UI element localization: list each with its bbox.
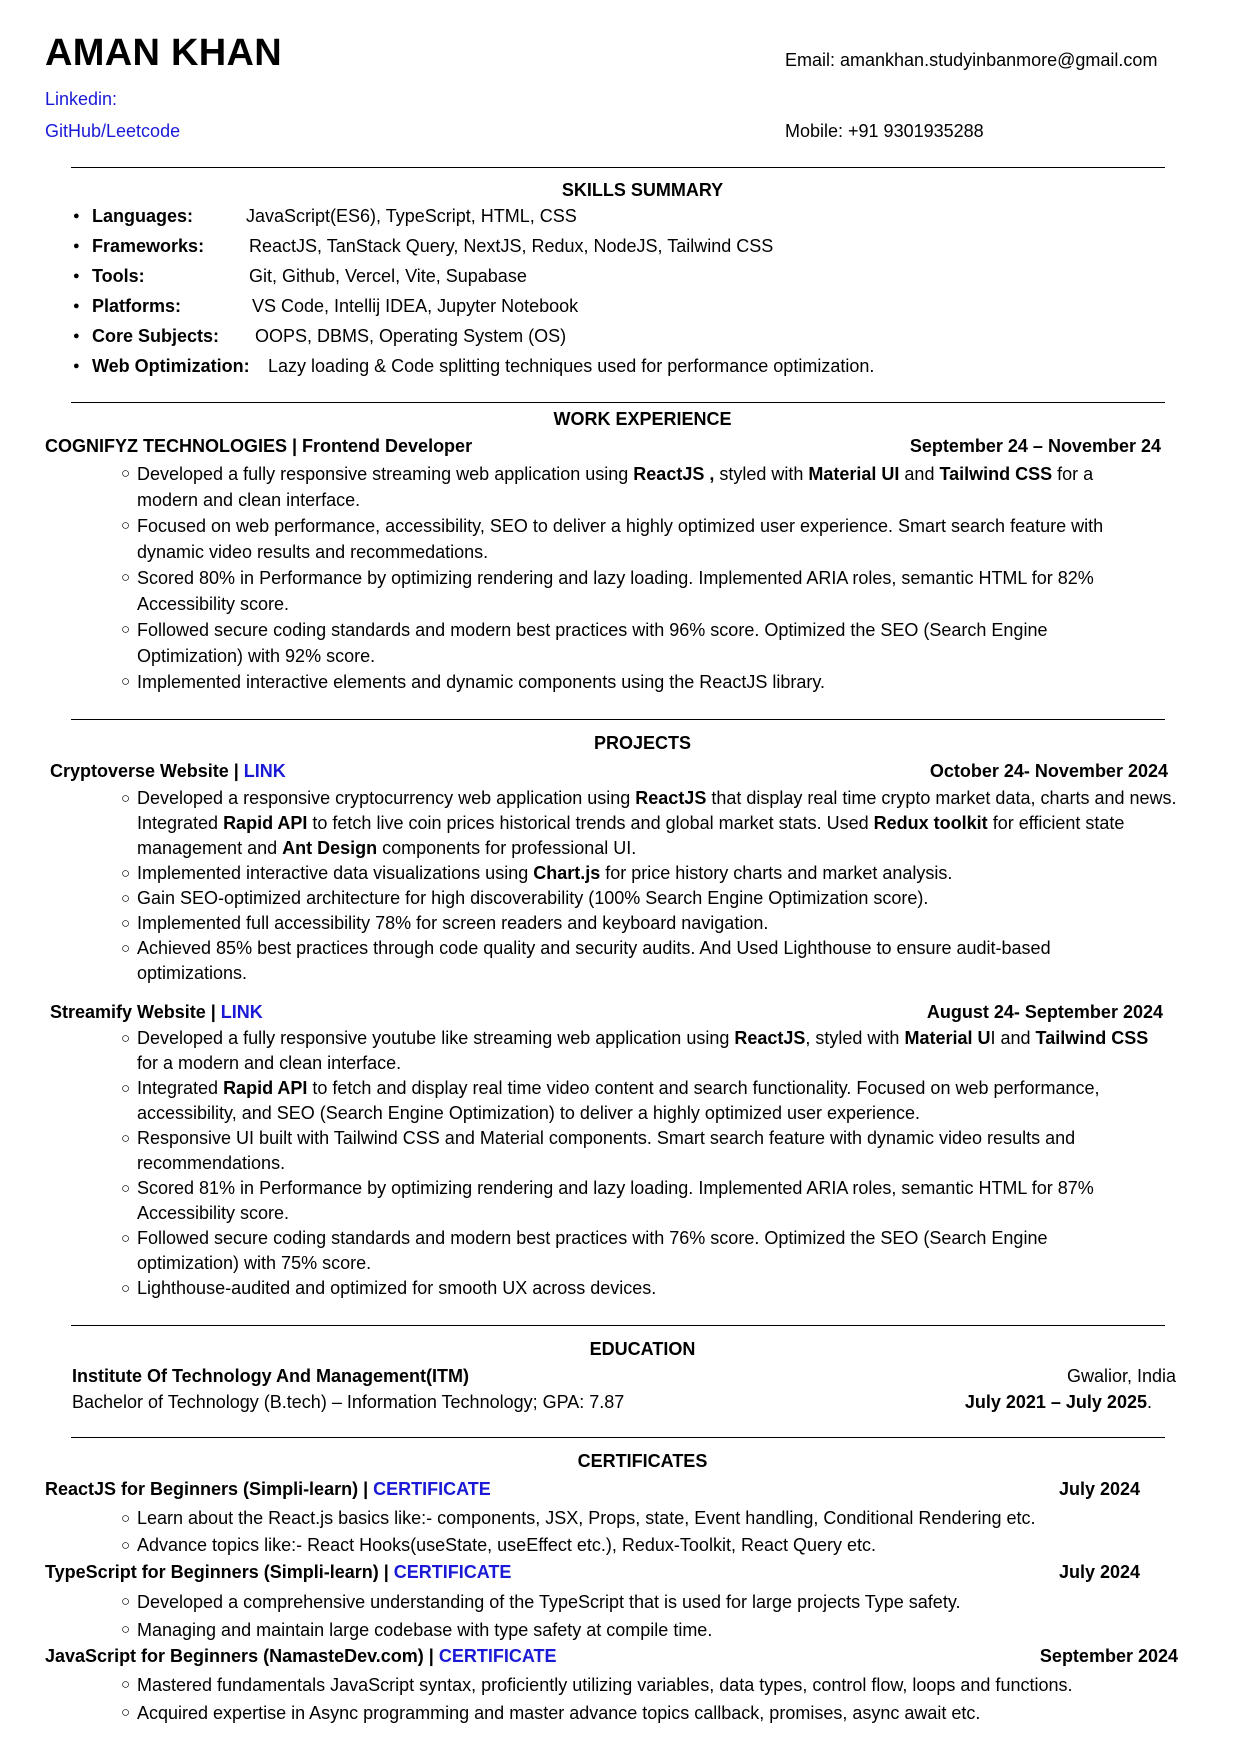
- skill-label: Platforms: [92, 296, 176, 316]
- skill-value: VS Code, Intellij IDEA, Jupyter Notebook: [252, 296, 579, 316]
- section-title-certificates: CERTIFICATES: [577, 1451, 708, 1471]
- project-link[interactable]: LINK: [220, 1002, 263, 1022]
- institute-location: Gwalior, India: [1066, 1366, 1176, 1386]
- bullet-item: ○ Followed secure coding standards and modern best practices with 76% score. Optimized the SEO (Search Engine optimization) with 75% score.: [121, 1226, 1147, 1276]
- bullet-item: ○ Developed a responsive cryptocurrency web application using ReactJS that display real time crypto market data, charts and news. Integrated Rapid API to fetch live coin prices historical trends and global market stats. Used Redux toolkit for efficient state management and Ant Design components for professional UI.: [121, 786, 1186, 861]
- skill-value: Git, Github, Vercel, Vite, Supabase: [249, 266, 527, 286]
- bullet-item: ○ Integrated Rapid API to fetch and display real time video content and search functionality. Focused on web performance, accessibility, and SEO (Search Engine Optimization) to deliver a highly optimized user experience.: [121, 1076, 1161, 1126]
- project-dates: August 24- September 2024: [926, 1002, 1163, 1022]
- project-bullets: [121, 786, 1186, 986]
- section-title-projects: PROJECTS: [593, 733, 692, 753]
- bullet-item: ○ Focused on web performance, accessibility, SEO to deliver a highly optimized user experience. Smart search feature with dynamic video results and recommedations.: [121, 513, 1156, 565]
- section-divider: [71, 1437, 1165, 1438]
- bullet-item: ○ Developed a fully responsive youtube like streaming web application using ReactJS, styled with Material UI and Tailwind CSS for a modern and clean interface.: [121, 1026, 1161, 1076]
- skill-item: ● Core Subjects: OOPS, DBMS, Operating System (OS): [73, 323, 1173, 353]
- bullet-item: ○ Mastered fundamentals JavaScript syntax, proficiently utilizing variables, data types, control flow, loops and functions.: [121, 1671, 1181, 1699]
- work-bullets: [121, 461, 1156, 695]
- project-title: Streamify Website | LINK: [50, 1002, 263, 1022]
- bullet-item: ○ Followed secure coding standards and modern best practices with 96% score. Optimized the SEO (Search Engine Optimization) with 92% score.: [121, 617, 1156, 669]
- bullet-item: ○ Implemented interactive data visualizations using Chart.js for price history charts and market analysis.: [121, 861, 1186, 886]
- skill-label: Tools: [92, 266, 139, 286]
- education-dates: July 2021 – July 2025.: [964, 1392, 1152, 1412]
- skill-label: Languages: [92, 206, 188, 226]
- skills-list: [73, 203, 1173, 383]
- project-title: Cryptoverse Website | LINK: [50, 761, 286, 781]
- work-dates: September 24 – November 24: [909, 436, 1161, 456]
- skill-item: ● Languages: JavaScript(ES6), TypeScript, HTML, CSS: [73, 203, 1173, 233]
- section-title-work: WORK EXPERIENCE: [553, 409, 732, 429]
- certificate-bullets: [121, 1671, 1181, 1727]
- certificate-bullets: [121, 1505, 1166, 1559]
- certificate-date: July 2024: [1058, 1562, 1140, 1582]
- section-divider: [71, 167, 1165, 168]
- bullet-item: ○ Developed a comprehensive understanding of the TypeScript that is used for large projects Type safety.: [121, 1588, 1166, 1616]
- bullet-item: ○ Responsive UI built with Tailwind CSS and Material components. Smart search feature with dynamic video results and recommendations.: [121, 1126, 1147, 1176]
- certificate-link[interactable]: CERTIFICATE: [373, 1479, 491, 1499]
- project-bullets: [121, 1026, 1161, 1301]
- project-link[interactable]: LINK: [243, 761, 286, 781]
- bullet-item: ○ Implemented interactive elements and dynamic components using the ReactJS library.: [121, 669, 1156, 695]
- skill-value: JavaScript(ES6), TypeScript, HTML, CSS: [246, 206, 577, 226]
- skill-label: Frameworks: [92, 236, 199, 256]
- certificate-title: TypeScript for Beginners (Simpli-learn) | CERTIFICATE: [45, 1562, 512, 1582]
- certificate-bullets: [121, 1588, 1166, 1644]
- skill-label: Web Optimization:: [92, 356, 250, 376]
- bullet-item: ○ Gain SEO-optimized architecture for high discoverability (100% Search Engine Optimization score).: [121, 886, 1186, 911]
- skill-label: Core Subjects: [92, 326, 214, 346]
- certificate-title: JavaScript for Beginners (NamasteDev.com) | CERTIFICATE: [45, 1646, 557, 1666]
- bullet-item: ○ Scored 81% in Performance by optimizing rendering and lazy loading. Implemented ARIA roles, semantic HTML for 87% Accessibility score.: [121, 1176, 1161, 1226]
- bullet-item: ○ Developed a fully responsive streaming web application using ReactJS , styled with Material UI and Tailwind CSS for a modern and clean interface.: [121, 461, 1156, 513]
- mobile-text: Mobile: +91 9301935288: [785, 121, 984, 141]
- candidate-name: AMAN KHAN: [45, 32, 283, 74]
- skill-value: OOPS, DBMS, Operating System (OS): [255, 326, 567, 346]
- skill-item: ● Frameworks: ReactJS, TanStack Query, NextJS, Redux, NodeJS, Tailwind CSS: [73, 233, 1173, 263]
- institute-name: Institute Of Technology And Management(ITM): [72, 1366, 469, 1386]
- section-divider: [71, 719, 1165, 720]
- certificate-link[interactable]: CERTIFICATE: [393, 1562, 512, 1582]
- section-divider: [71, 402, 1165, 403]
- section-title-skills: SKILLS SUMMARY: [561, 180, 724, 200]
- bullet-item: ○ Achieved 85% best practices through code quality and security audits. And Used Lighthouse to ensure audit-based optimizations.: [121, 936, 1137, 986]
- bullet-item: ○ Implemented full accessibility 78% for screen readers and keyboard navigation.: [121, 911, 1186, 936]
- certificate-title: ReactJS for Beginners (Simpli-learn) | CERTIFICATE: [45, 1479, 491, 1499]
- skill-item: ● Platforms: VS Code, Intellij IDEA, Jupyter Notebook: [73, 293, 1173, 323]
- section-divider: [71, 1325, 1165, 1326]
- bullet-item: ○ Acquired expertise in Async programming and master advance topics callback, promises, async await etc.: [121, 1699, 1181, 1727]
- certificate-link[interactable]: CERTIFICATE: [438, 1646, 557, 1666]
- section-title-education: EDUCATION: [589, 1339, 696, 1359]
- github-leetcode-link[interactable]: GitHub/Leetcode: [45, 121, 181, 141]
- linkedin-link[interactable]: Linkedin:: [45, 89, 118, 109]
- bullet-item: ○ Learn about the React.js basics like:- components, JSX, Props, state, Event handling, Conditional Rendering etc.: [121, 1505, 1166, 1532]
- skill-item: [73, 353, 1173, 383]
- bullet-item: ○ Scored 80% in Performance by optimizing rendering and lazy loading. Implemented ARIA roles, semantic HTML for 82% Accessibility score.: [121, 565, 1156, 617]
- bullet-item: ○ Advance topics like:- React Hooks(useState, useEffect etc.), Redux-Toolkit, React Query etc.: [121, 1532, 1166, 1559]
- skill-item: ● Tools: Git, Github, Vercel, Vite, Supabase: [73, 263, 1173, 293]
- certificate-date: September 2024: [1039, 1646, 1178, 1666]
- skill-value: ReactJS, TanStack Query, NextJS, Redux, NodeJS, Tailwind CSS: [249, 236, 774, 256]
- bullet-item: ○ Managing and maintain large codebase with type safety at compile time.: [121, 1616, 1166, 1644]
- project-dates: October 24- November 2024: [929, 761, 1168, 781]
- certificate-date: July 2024: [1058, 1479, 1140, 1499]
- email-text: Email: amankhan.studyinbanmore@gmail.com: [785, 50, 1158, 70]
- bullet-item: ○ Lighthouse-audited and optimized for smooth UX across devices.: [121, 1276, 1161, 1301]
- degree-text: Bachelor of Technology (B.tech) – Information Technology; GPA: 7.87: [72, 1392, 625, 1412]
- skill-value: Lazy loading & Code splitting techniques used for performance optimization.: [268, 356, 875, 376]
- work-company-role: COGNIFYZ TECHNOLOGIES | Frontend Developer: [45, 436, 473, 456]
